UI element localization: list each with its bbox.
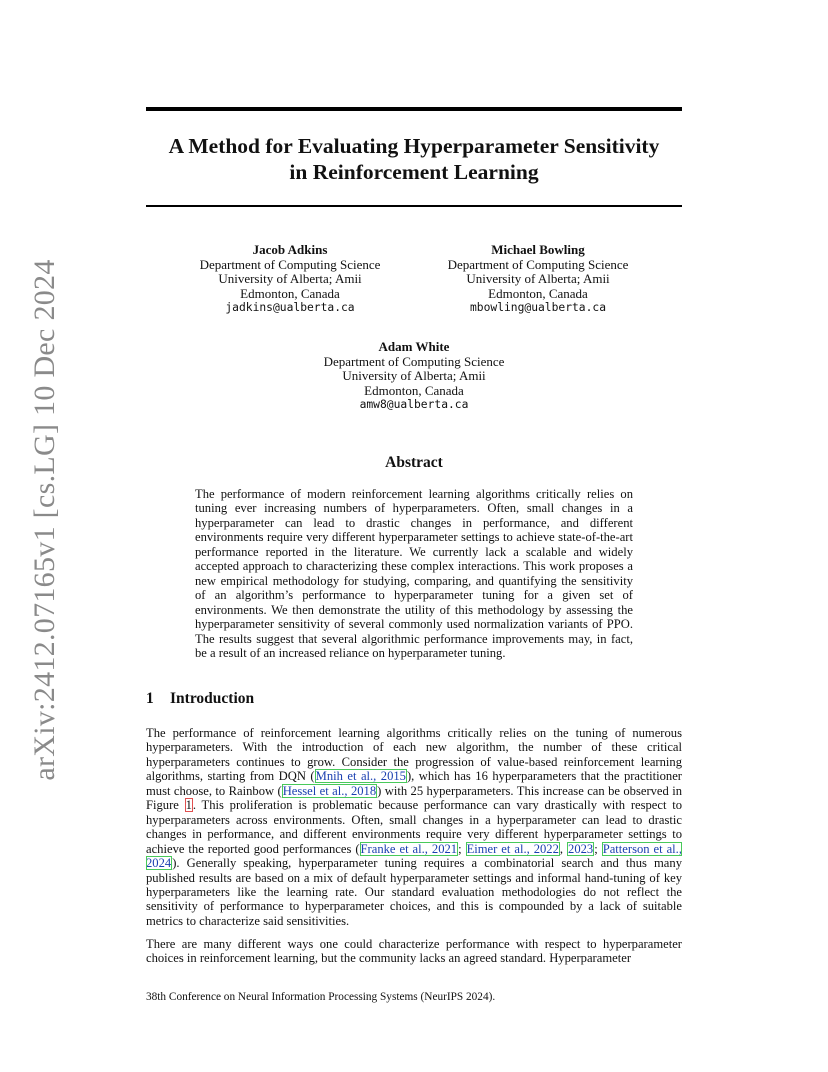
author-email[interactable]: amw8@ualberta.ca [359, 398, 469, 412]
text-run: . This proliferation is problematic because performance can vary drastically with respect to hyperparameters across environments. Often, small changes in a hyperparameter can lead to drastic changes in performance, and different environments require very different hyperparameter settings to achieve the reported good performances ( [146, 798, 683, 856]
author-email[interactable]: mbowling@ualberta.ca [469, 301, 607, 315]
title-top-rule [146, 107, 682, 111]
author-city: Edmonton, Canada [364, 382, 464, 398]
citation-link[interactable]: Hessel et al., 2018 [282, 783, 377, 798]
citation-link[interactable]: Patterson et al., 2024 [146, 841, 682, 871]
author-block-white [294, 340, 534, 413]
citation-link[interactable]: Mnih et al., 2015 [315, 769, 406, 784]
author-block-bowling [418, 243, 658, 316]
author-dept: Department of Computing Science [447, 256, 629, 272]
title-line-2: in Reinforcement Learning [289, 160, 539, 184]
section-title: Introduction [170, 690, 255, 707]
text-run: ), which has 16 hyperparameters that the practitioner must choose, to Rainbow ( [146, 769, 682, 798]
text-run: ; [594, 841, 602, 856]
author-block-adkins [170, 243, 410, 316]
text-run: The performance of reinforcement learning algorithms critically relies on the tuning of numerous hyperparameters. With the introduction of each new algorithm, the number of these critical hyperparameters continues to grow. Consider the progression of value-based reinforcement learning algorithms, starting from DQN ( [146, 726, 682, 784]
section-heading-introduction [146, 690, 254, 708]
author-name: Michael Bowling [491, 242, 585, 257]
text-run: , [559, 841, 568, 856]
author-univ: University of Alberta; Amii [342, 368, 486, 384]
text-run: ). Generally speaking, hyperparameter tuning requires a combinatorial search and thus many published results are based on a mix of default hyperparameter settings and informal hand-tuning of key hyperparameters like the learning rate. Our standard evaluation methodologies do not reflect the sensitivity of performance to hyperparameter choices, and this is compounded by a lack of suitable metrics to characterize said sensitivities. [146, 856, 682, 928]
paper-title [146, 133, 682, 185]
intro-paragraph-2: There are many different ways one could characterize performance with respect to hyperparameter choices in reinforcement learning, but the community lacks an agreed standard. Hyperparameter [146, 937, 682, 966]
author-name: Adam White [378, 339, 450, 354]
author-name: Jacob Adkins [252, 242, 328, 257]
citation-link[interactable]: 2023 [568, 841, 594, 856]
author-email[interactable]: jadkins@ualberta.ca [225, 301, 355, 315]
section-number: 1 [146, 690, 154, 707]
author-dept: Department of Computing Science [323, 353, 505, 369]
citation-link[interactable]: Franke et al., 2021 [360, 841, 458, 856]
title-line-1: A Method for Evaluating Hyperparameter Sensitivity [168, 134, 660, 158]
figure-ref-link[interactable]: 1 [185, 798, 192, 813]
author-univ: University of Alberta; Amii [466, 271, 610, 287]
text-run: ) with 25 hyperparameters. This increase can be observed in Figure [146, 783, 683, 813]
title-bottom-rule [146, 205, 682, 207]
author-univ: University of Alberta; Amii [218, 271, 362, 287]
citation-link[interactable]: Eimer et al., 2022 [466, 841, 559, 856]
conference-footnote: 38th Conference on Neural Information Processing Systems (NeurIPS 2024). [146, 991, 496, 1003]
author-dept: Department of Computing Science [199, 256, 381, 272]
author-city: Edmonton, Canada [240, 285, 340, 301]
text-run: ; [458, 841, 466, 856]
abstract-heading: Abstract [385, 454, 443, 471]
intro-paragraph-1 [146, 726, 682, 928]
abstract-text: The performance of modern reinforcement learning algorithms critically relies on tuning ever increasing numbers of hyperparameters. Often, small changes in a hyperparameter can lead to drastic changes in performance, and different environments require very different hyperparameter settings to achieve state-of-the-art performance reported in the literature. We currently lack a scalable and widely accepted approach to characterizing these complex interactions. This work proposes a new empirical methodology for studying, comparing, and quantifying the sensitivity of an algorithm’s performance to hyperparameter tuning for a given set of environments. We then demonstrate the utility of this methodology by assessing the hyperparameter sensitivity of several commonly used normalization variants of PPO. The results suggest that several algorithmic performance improvements may, in fact, be a result of an increased reliance on hyperparameter tuning. [195, 487, 633, 660]
arxiv-stamp: arXiv:2412.07165v1 [cs.LG] 10 Dec 2024 [28, 259, 61, 781]
author-city: Edmonton, Canada [488, 285, 588, 301]
